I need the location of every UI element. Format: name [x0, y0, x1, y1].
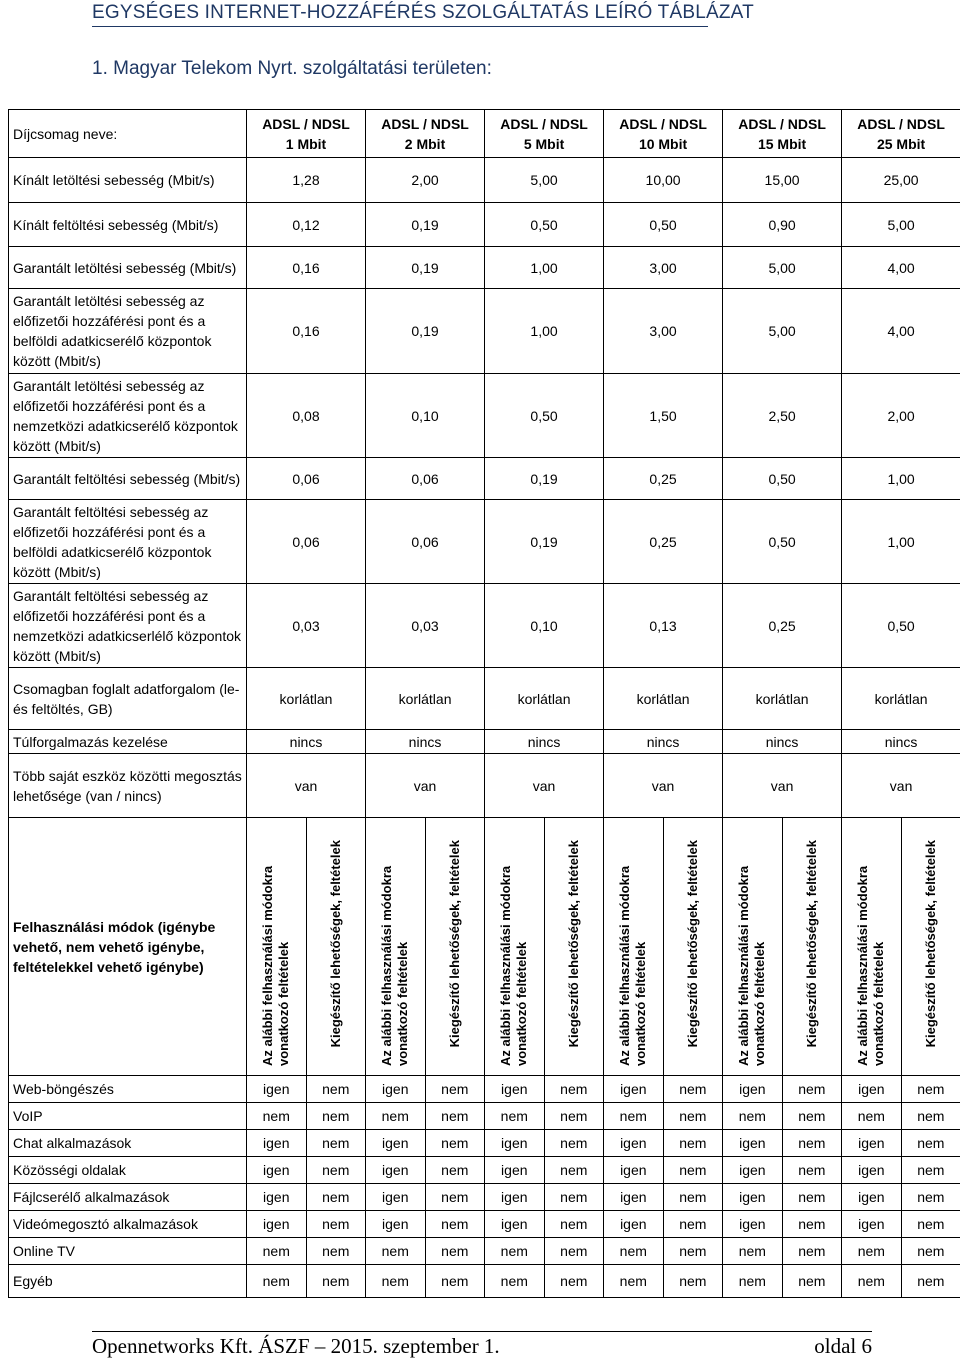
usage-value: nem [604, 1103, 664, 1130]
package-name-line1: ADSL / NDSL [608, 114, 718, 134]
package-name-line1: ADSL / NDSL [727, 114, 837, 134]
usage-value: nem [247, 1103, 307, 1130]
row-value: 0,19 [485, 500, 604, 584]
supplementary-options-header [663, 818, 723, 1076]
row-value: 5,00 [842, 203, 960, 247]
usage-value: nem [306, 1103, 366, 1130]
usage-value: nem [306, 1157, 366, 1184]
row-value: van [723, 754, 842, 818]
vertical-header-text: Az alábbi felhasználási módokra vonatkozó feltételek [617, 818, 649, 1070]
supplementary-options-header [425, 818, 485, 1076]
package-name-line2: 15 Mbit [727, 134, 837, 154]
row-label: Több saját eszköz közötti megosztás lehetősége (van / nincs) [9, 754, 247, 818]
usage-value: nem [544, 1184, 604, 1211]
vertical-header-text: Kiegészítő lehetőségek, feltételek [685, 836, 701, 1051]
table-row [9, 458, 960, 500]
row-value: nincs [366, 730, 485, 754]
vertical-header-text: Kiegészítő lehetőségek, feltételek [566, 836, 582, 1051]
row-value: 2,00 [842, 374, 960, 458]
usage-value: nem [425, 1157, 485, 1184]
usage-mode-label: Videómegosztó alkalmazások [9, 1211, 247, 1238]
row-value: 15,00 [723, 158, 842, 203]
row-value: 5,00 [485, 158, 604, 203]
row-value: van [842, 754, 960, 818]
footer-company-date: Opennetworks Kft. ÁSZF – 2015. szeptember 1. [92, 1334, 500, 1359]
usage-value: igen [485, 1076, 545, 1103]
row-value: korlátlan [842, 668, 960, 730]
usage-value: nem [544, 1211, 604, 1238]
package-header [723, 110, 842, 158]
vertical-header-text: Az alábbi felhasználási módokra vonatkozó feltételek [498, 818, 530, 1070]
usage-value: nem [782, 1238, 842, 1265]
usage-value: nem [485, 1265, 545, 1298]
supplementary-options-header [782, 818, 842, 1076]
usage-value: nem [723, 1238, 783, 1265]
row-value: 5,00 [723, 289, 842, 374]
row-value: 1,28 [247, 158, 366, 203]
usage-value: igen [842, 1211, 902, 1238]
usage-value: nem [901, 1184, 960, 1211]
usage-value: nem [485, 1103, 545, 1130]
usage-value: nem [663, 1130, 723, 1157]
usage-value: nem [901, 1238, 960, 1265]
usage-value: igen [604, 1211, 664, 1238]
vertical-header-text: Kiegészítő lehetőségek, feltételek [923, 836, 939, 1051]
usage-value: nem [604, 1265, 664, 1298]
row-label: Csomagban foglalt adatforgalom (le- és feltöltés, GB) [9, 668, 247, 730]
usage-value: nem [306, 1076, 366, 1103]
package-header [842, 110, 960, 158]
usage-value: igen [485, 1157, 545, 1184]
supplementary-options-header [544, 818, 604, 1076]
row-value: 0,50 [485, 203, 604, 247]
usage-value: igen [723, 1157, 783, 1184]
usage-modes-label: Felhasználási módok (igénybe vehető, nem vehető igénybe, feltételekkel vehető igénybe) [9, 818, 247, 1076]
usage-value: nem [782, 1265, 842, 1298]
row-value: 0,25 [604, 500, 723, 584]
usage-value: nem [485, 1238, 545, 1265]
table-row [9, 500, 960, 584]
vertical-header-text: Kiegészítő lehetőségek, feltételek [447, 836, 463, 1051]
row-value: 5,00 [723, 247, 842, 289]
package-name-line1: ADSL / NDSL [489, 114, 599, 134]
usage-value: nem [663, 1238, 723, 1265]
usage-value: nem [842, 1238, 902, 1265]
row-value: nincs [604, 730, 723, 754]
usage-value: nem [901, 1157, 960, 1184]
usage-value: nem [306, 1265, 366, 1298]
usage-conditions-header [366, 818, 426, 1076]
usage-value: igen [247, 1076, 307, 1103]
usage-value: nem [663, 1211, 723, 1238]
row-value: 0,50 [842, 584, 960, 668]
package-name-line2: 5 Mbit [489, 134, 599, 154]
usage-value: nem [544, 1130, 604, 1157]
row-value: 1,00 [485, 247, 604, 289]
usage-value: nem [544, 1157, 604, 1184]
package-name-line1: ADSL / NDSL [370, 114, 480, 134]
table-row [9, 203, 960, 247]
row-label: Túlforgalmazás kezelése [9, 730, 247, 754]
table-row [9, 247, 960, 289]
row-label: Garantált feltöltési sebesség (Mbit/s) [9, 458, 247, 500]
row-label: Garantált letöltési sebesség (Mbit/s) [9, 247, 247, 289]
row-value: van [485, 754, 604, 818]
usage-value: igen [842, 1157, 902, 1184]
row-value: van [366, 754, 485, 818]
usage-value: igen [842, 1076, 902, 1103]
usage-value: igen [842, 1184, 902, 1211]
usage-value: igen [485, 1184, 545, 1211]
usage-value: igen [723, 1076, 783, 1103]
usage-value: igen [366, 1157, 426, 1184]
usage-value: igen [485, 1130, 545, 1157]
usage-row [9, 1265, 960, 1298]
usage-value: nem [901, 1130, 960, 1157]
footer-page-number: oldal 6 [814, 1334, 872, 1359]
usage-value: nem [544, 1076, 604, 1103]
row-value: 0,10 [485, 584, 604, 668]
row-value: nincs [485, 730, 604, 754]
usage-value: nem [782, 1103, 842, 1130]
row-value: 4,00 [842, 247, 960, 289]
usage-value: igen [604, 1157, 664, 1184]
row-value: korlátlan [604, 668, 723, 730]
usage-value: nem [901, 1265, 960, 1298]
usage-conditions-header [604, 818, 664, 1076]
row-value: 0,90 [723, 203, 842, 247]
usage-value: igen [842, 1130, 902, 1157]
usage-value: igen [604, 1130, 664, 1157]
row-value: 0,03 [366, 584, 485, 668]
row-value: 0,50 [723, 500, 842, 584]
usage-mode-label: Web-böngészés [9, 1076, 247, 1103]
row-value: 0,25 [723, 584, 842, 668]
usage-value: nem [544, 1103, 604, 1130]
row-label: Kínált letöltési sebesség (Mbit/s) [9, 158, 247, 203]
usage-row [9, 1211, 960, 1238]
vertical-header-text: Az alábbi felhasználási módokra vonatkozó feltételek [260, 818, 292, 1070]
usage-value: nem [425, 1211, 485, 1238]
usage-value: nem [247, 1238, 307, 1265]
row-value: 3,00 [604, 247, 723, 289]
usage-value: nem [663, 1076, 723, 1103]
usage-value: nem [842, 1103, 902, 1130]
row-value: 0,19 [485, 458, 604, 500]
row-value: 1,50 [604, 374, 723, 458]
row-value: 1,00 [842, 458, 960, 500]
usage-value: nem [723, 1103, 783, 1130]
usage-value: nem [366, 1238, 426, 1265]
usage-value: igen [247, 1130, 307, 1157]
usage-row [9, 1184, 960, 1211]
package-header [247, 110, 366, 158]
supplementary-options-header [306, 818, 366, 1076]
row-value: 0,50 [485, 374, 604, 458]
row-value: van [604, 754, 723, 818]
usage-value: igen [723, 1184, 783, 1211]
usage-value: nem [663, 1184, 723, 1211]
row-value: 0,19 [366, 289, 485, 374]
usage-value: nem [366, 1265, 426, 1298]
row-value: van [247, 754, 366, 818]
usage-value: igen [247, 1157, 307, 1184]
row-value: 0,03 [247, 584, 366, 668]
usage-modes-header-row [9, 818, 960, 1076]
row-label: Garantált letöltési sebesség az előfizetői hozzáférési pont és a nemzetközi adatkicserélő központok között (Mbit/s) [9, 374, 247, 458]
usage-value: nem [663, 1265, 723, 1298]
row-value: nincs [842, 730, 960, 754]
usage-value: nem [544, 1238, 604, 1265]
usage-value: igen [247, 1211, 307, 1238]
usage-value: nem [425, 1238, 485, 1265]
row-label: Garantált feltöltési sebesség az előfizetői hozzáférési pont és a belföldi adatkicserélő központok között (Mbit/s) [9, 500, 247, 584]
package-name-label: Díjcsomag neve: [9, 110, 247, 158]
row-value: 4,00 [842, 289, 960, 374]
row-value: korlátlan [485, 668, 604, 730]
row-value: 0,08 [247, 374, 366, 458]
usage-value: nem [604, 1238, 664, 1265]
row-value: 25,00 [842, 158, 960, 203]
table-row [9, 754, 960, 818]
usage-row [9, 1103, 960, 1130]
row-value: 10,00 [604, 158, 723, 203]
vertical-header-text: Az alábbi felhasználási módokra vonatkozó feltételek [736, 818, 768, 1070]
usage-conditions-header [485, 818, 545, 1076]
usage-value: igen [604, 1076, 664, 1103]
row-value: 3,00 [604, 289, 723, 374]
usage-value: nem [782, 1184, 842, 1211]
row-value: korlátlan [247, 668, 366, 730]
table-row [9, 289, 960, 374]
row-label: Garantált feltöltési sebesség az előfizetői hozzáférési pont és a nemzetközi adatkicserlélő központok között (Mbit/s) [9, 584, 247, 668]
usage-value: nem [544, 1265, 604, 1298]
usage-value: nem [425, 1076, 485, 1103]
usage-value: igen [366, 1184, 426, 1211]
document-header-title: EGYSÉGES INTERNET-HOZZÁFÉRÉS SZOLGÁLTATÁS LEÍRÓ TÁBLÁZAT [92, 2, 708, 27]
usage-row [9, 1076, 960, 1103]
vertical-header-text: Kiegészítő lehetőségek, feltételek [328, 836, 344, 1051]
usage-value: igen [723, 1211, 783, 1238]
row-value: 0,16 [247, 247, 366, 289]
row-value: 0,13 [604, 584, 723, 668]
package-name-line2: 2 Mbit [370, 134, 480, 154]
usage-value: nem [425, 1184, 485, 1211]
usage-value: nem [782, 1211, 842, 1238]
row-value: korlátlan [366, 668, 485, 730]
usage-conditions-header [723, 818, 783, 1076]
table-row [9, 584, 960, 668]
row-value: nincs [247, 730, 366, 754]
usage-mode-label: VoIP [9, 1103, 247, 1130]
usage-value: nem [306, 1211, 366, 1238]
usage-value: igen [723, 1130, 783, 1157]
usage-conditions-header [247, 818, 307, 1076]
row-value: 0,06 [247, 500, 366, 584]
package-name-line2: 10 Mbit [608, 134, 718, 154]
table-row [9, 374, 960, 458]
usage-mode-label: Online TV [9, 1238, 247, 1265]
usage-value: igen [366, 1211, 426, 1238]
usage-row [9, 1238, 960, 1265]
package-header [604, 110, 723, 158]
row-value: 2,50 [723, 374, 842, 458]
usage-row [9, 1130, 960, 1157]
row-value: 0,06 [247, 458, 366, 500]
usage-value: nem [901, 1076, 960, 1103]
row-value: 0,50 [723, 458, 842, 500]
usage-row [9, 1157, 960, 1184]
service-description-table [8, 109, 960, 1298]
row-value: 0,06 [366, 458, 485, 500]
row-value: 0,25 [604, 458, 723, 500]
table-row [9, 158, 960, 203]
usage-value: igen [366, 1130, 426, 1157]
package-name-line1: ADSL / NDSL [846, 114, 956, 134]
usage-conditions-header [842, 818, 902, 1076]
usage-value: nem [306, 1130, 366, 1157]
supplementary-options-header [901, 818, 960, 1076]
usage-mode-label: Fájlcserélő alkalmazások [9, 1184, 247, 1211]
usage-value: nem [306, 1184, 366, 1211]
row-value: korlátlan [723, 668, 842, 730]
package-name-line1: ADSL / NDSL [251, 114, 361, 134]
usage-value: nem [425, 1130, 485, 1157]
usage-value: nem [425, 1103, 485, 1130]
package-header-row [9, 110, 960, 158]
package-header [366, 110, 485, 158]
row-value: 0,06 [366, 500, 485, 584]
section-title: 1. Magyar Telekom Nyrt. szolgáltatási területen: [92, 58, 492, 80]
page-footer [92, 1331, 872, 1334]
usage-value: igen [366, 1076, 426, 1103]
usage-mode-label: Chat alkalmazások [9, 1130, 247, 1157]
usage-value: nem [247, 1265, 307, 1298]
usage-value: nem [782, 1130, 842, 1157]
usage-value: nem [782, 1076, 842, 1103]
usage-value: nem [425, 1265, 485, 1298]
usage-mode-label: Közösségi oldalak [9, 1157, 247, 1184]
usage-mode-label: Egyéb [9, 1265, 247, 1298]
usage-value: nem [901, 1103, 960, 1130]
vertical-header-text: Kiegészítő lehetőségek, feltételek [804, 836, 820, 1051]
usage-value: igen [604, 1184, 664, 1211]
table-row [9, 668, 960, 730]
row-value: 0,19 [366, 203, 485, 247]
row-value: 2,00 [366, 158, 485, 203]
vertical-header-text: Az alábbi felhasználási módokra vonatkozó feltételek [855, 818, 887, 1070]
table-row [9, 730, 960, 754]
package-name-line2: 25 Mbit [846, 134, 956, 154]
usage-value: igen [485, 1211, 545, 1238]
row-value: 0,50 [604, 203, 723, 247]
row-value: 1,00 [485, 289, 604, 374]
row-value: nincs [723, 730, 842, 754]
usage-value: nem [366, 1103, 426, 1130]
package-name-line2: 1 Mbit [251, 134, 361, 154]
usage-value: nem [663, 1103, 723, 1130]
usage-value: nem [782, 1157, 842, 1184]
vertical-header-text: Az alábbi felhasználási módokra vonatkozó feltételek [379, 818, 411, 1070]
row-label: Garantált letöltési sebesség az előfizetői hozzáférési pont és a belföldi adatkicserélő központok között (Mbit/s) [9, 289, 247, 374]
row-value: 0,19 [366, 247, 485, 289]
row-value: 0,12 [247, 203, 366, 247]
package-header [485, 110, 604, 158]
row-label: Kínált feltöltési sebesség (Mbit/s) [9, 203, 247, 247]
row-value: 1,00 [842, 500, 960, 584]
usage-value: igen [247, 1184, 307, 1211]
usage-value: nem [723, 1265, 783, 1298]
usage-value: nem [663, 1157, 723, 1184]
usage-value: nem [842, 1265, 902, 1298]
usage-value: nem [306, 1238, 366, 1265]
usage-value: nem [901, 1211, 960, 1238]
row-value: 0,10 [366, 374, 485, 458]
row-value: 0,16 [247, 289, 366, 374]
